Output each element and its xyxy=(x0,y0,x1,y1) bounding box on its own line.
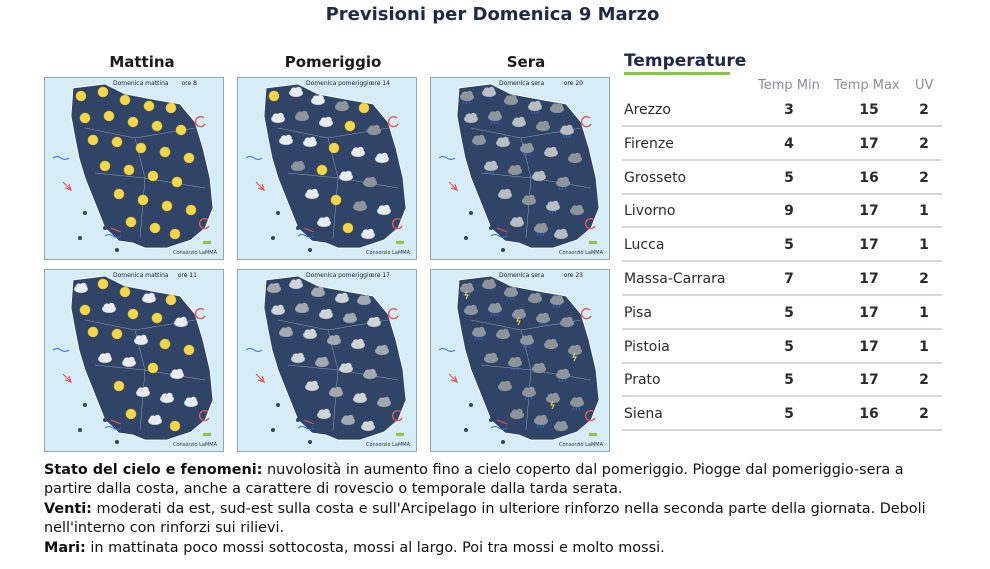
temp-min-value: 5 xyxy=(784,169,794,186)
uv-value: 2 xyxy=(919,102,929,118)
weather-map[interactable] xyxy=(430,269,610,452)
city-name: Massa-Carrara xyxy=(624,271,726,287)
city-name: Prato xyxy=(624,372,661,389)
temp-min-value: 5 xyxy=(784,237,794,254)
header-temp-max: Temp Max xyxy=(834,78,900,93)
uv-value: 1 xyxy=(919,203,929,220)
city-name: Siena xyxy=(624,406,663,423)
uv-value: 2 xyxy=(919,271,929,287)
uv-value: 2 xyxy=(919,169,929,186)
temp-max-value: 15 xyxy=(859,102,879,118)
map-hour-label: ore 11 xyxy=(177,272,197,279)
city-name: Lucca xyxy=(624,237,665,254)
temp-min-value: 5 xyxy=(784,406,794,423)
temp-min-value: 3 xyxy=(784,102,794,118)
weather-map[interactable] xyxy=(430,77,610,260)
table-row xyxy=(622,93,942,127)
uv-value: 2 xyxy=(919,372,929,389)
temp-max-value: 17 xyxy=(859,271,879,287)
temp-max-value: 17 xyxy=(859,237,879,254)
temp-min-value: 9 xyxy=(784,203,794,220)
map-credit: Consorzio LaMMA xyxy=(559,250,603,256)
table-row xyxy=(622,363,942,397)
temp-min-value: 4 xyxy=(784,135,794,152)
temperature-title-underline xyxy=(624,72,730,75)
map-hour-label: ore 20 xyxy=(563,80,583,87)
weather-map[interactable] xyxy=(237,77,417,260)
temp-max-value: 17 xyxy=(859,203,879,220)
temp-min-value: 5 xyxy=(784,338,794,355)
uv-value: 1 xyxy=(919,338,929,355)
map-hour-label: ore 23 xyxy=(563,272,583,279)
map-day-label: Domenica pomeriggio xyxy=(306,80,373,87)
city-name: Pistoia xyxy=(624,338,670,355)
map-credit: Consorzio LaMMA xyxy=(366,250,410,256)
temp-max-value: 16 xyxy=(859,406,879,423)
map-credit: Consorzio LaMMA xyxy=(366,442,410,448)
map-credit: Consorzio LaMMA xyxy=(173,250,217,256)
wind-label: Venti: xyxy=(44,500,92,517)
map-day-label: Domenica mattina xyxy=(113,272,169,279)
city-name: Arezzo xyxy=(624,102,671,118)
map-credit: Consorzio LaMMA xyxy=(559,442,603,448)
temp-max-value: 17 xyxy=(859,304,879,321)
temp-max-value: 17 xyxy=(859,372,879,389)
uv-value: 1 xyxy=(919,304,929,321)
temp-min-value: 5 xyxy=(784,304,794,321)
map-day-label: Domenica pomeriggio xyxy=(306,272,373,279)
sea-label: Mari: xyxy=(44,539,86,556)
table-row xyxy=(622,127,942,161)
column-heading-pomeriggio: Pomeriggio xyxy=(284,53,382,71)
uv-value: 2 xyxy=(919,406,929,423)
table-row xyxy=(622,262,942,296)
map-day-label: Domenica sera xyxy=(499,272,545,279)
map-hour-label: ore 17 xyxy=(370,272,390,279)
table-row xyxy=(622,194,942,228)
weather-map[interactable] xyxy=(44,269,224,452)
sky-label: Stato del cielo e fenomeni: xyxy=(44,462,263,478)
wind-text: moderati da est, sud-est sulla costa e sull'Arcipelago in ulteriore rinforzo nella seconda parte della giornata. Deboli nell'interno con rinforzi sui rilievi. xyxy=(44,500,926,537)
map-day-label: Domenica mattina xyxy=(113,80,169,87)
temperature-title: Temperature xyxy=(624,51,747,71)
map-hour-label: ore 14 xyxy=(370,80,390,87)
map-hour-label: ore 8 xyxy=(181,80,197,87)
weather-map[interactable] xyxy=(237,269,417,452)
map-graphic xyxy=(431,78,610,260)
column-heading-mattina: Mattina xyxy=(109,53,175,71)
temp-max-value: 17 xyxy=(859,338,879,355)
column-heading-sera: Sera xyxy=(506,53,546,71)
city-name: Grosseto xyxy=(624,169,687,186)
temp-min-value: 7 xyxy=(784,271,794,287)
table-row xyxy=(622,397,942,431)
map-graphic xyxy=(431,270,610,452)
uv-value: 2 xyxy=(919,135,929,152)
sky-text: nuvolosità in aumento fino a cielo coperto dal pomeriggio. Piogge dal pomeriggio-sera a partire dalla costa, anche a carattere di rovescio o temporale dalla tarda serata. xyxy=(44,462,904,498)
header-temp-min: Temp Min xyxy=(758,78,820,93)
map-credit: Consorzio LaMMA xyxy=(173,442,217,448)
table-row xyxy=(622,161,942,195)
table-row xyxy=(622,228,942,262)
map-graphic xyxy=(238,78,417,260)
city-name: Livorno xyxy=(624,203,676,220)
table-row xyxy=(622,330,942,364)
uv-value: 1 xyxy=(919,237,929,254)
page-title: Previsioni per Domenica 9 Marzo xyxy=(325,4,660,25)
map-day-label: Domenica sera xyxy=(499,80,545,87)
temp-max-value: 17 xyxy=(859,135,879,152)
weather-map[interactable] xyxy=(44,77,224,260)
city-name: Firenze xyxy=(624,135,674,152)
map-graphic xyxy=(45,78,224,260)
header-uv: UV xyxy=(915,78,934,93)
temp-max-value: 16 xyxy=(859,169,879,186)
sea-text: in mattinata poco mossi sottocosta, mossi al largo. Poi tra mossi e molto mossi. xyxy=(85,539,665,556)
map-graphic xyxy=(238,270,417,452)
temp-min-value: 5 xyxy=(784,372,794,389)
table-row xyxy=(622,296,942,330)
forecast-description xyxy=(44,461,944,558)
map-graphic xyxy=(45,270,224,452)
city-name: Pisa xyxy=(624,304,652,321)
